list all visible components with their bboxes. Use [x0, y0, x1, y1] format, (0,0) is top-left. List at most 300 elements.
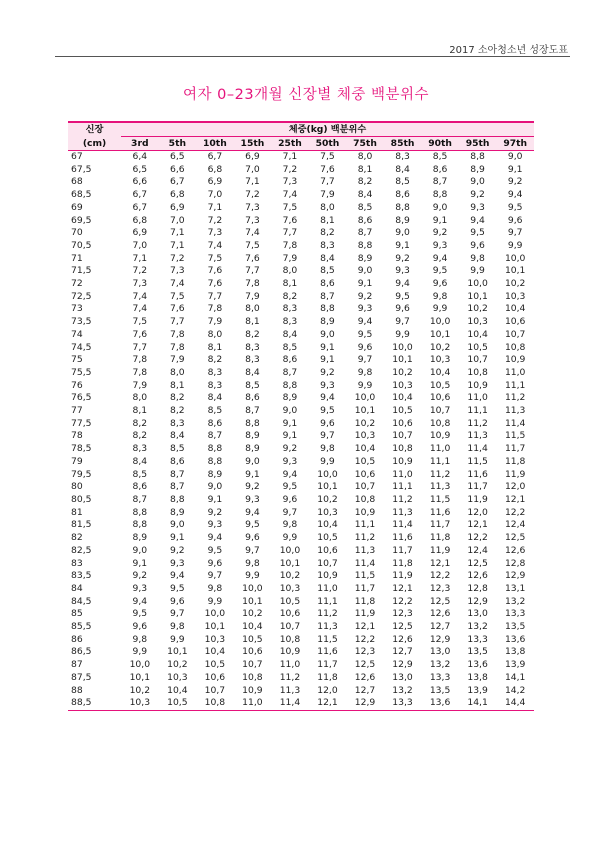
weight-cell: 9,8 [432, 290, 448, 302]
weight-cell: 6,8 [207, 163, 223, 175]
weight-cell: 9,2 [207, 506, 223, 518]
weight-cell: 10,9 [429, 430, 451, 442]
table-row [68, 303, 534, 316]
weight-cell: 10,5 [317, 532, 338, 544]
weight-cell: 9,3 [470, 201, 485, 213]
weight-cell: 13,3 [429, 671, 451, 683]
weight-cell: 7,6 [282, 214, 298, 226]
height-cell: 82,5 [71, 544, 92, 556]
weight-cell: 6,5 [132, 163, 148, 175]
weight-cell: 8,6 [357, 214, 373, 226]
weight-cell: 10,3 [204, 633, 226, 645]
weight-cell: 7,5 [320, 151, 335, 162]
weight-cell: 8,1 [245, 316, 260, 328]
weight-cell: 10,0 [467, 278, 488, 290]
weight-cell: 11,0 [317, 582, 338, 594]
weight-cell: 7,2 [170, 252, 185, 264]
weight-cell: 8,9 [470, 163, 485, 175]
weight-cell: 7,8 [170, 328, 185, 340]
height-cell: 86 [71, 633, 83, 645]
table-row [68, 278, 534, 291]
weight-cell: 13,2 [429, 659, 451, 671]
weight-cell: 12,1 [467, 519, 488, 531]
weight-cell: 12,9 [392, 659, 413, 671]
weight-cell: 7,9 [245, 290, 260, 302]
weight-cell: 11,1 [317, 595, 338, 607]
weight-cell: 9,3 [282, 455, 298, 467]
table-row [68, 697, 534, 710]
weight-cell: 10,8 [196, 697, 234, 710]
weight-cell: 8,2 [132, 430, 148, 442]
weight-cell: 8,0 [170, 366, 185, 378]
weight-cell: 12,6 [392, 633, 413, 645]
height-cell: 71,5 [71, 265, 92, 277]
table-row [68, 380, 534, 393]
weight-cell: 10,3 [121, 697, 159, 710]
weight-cell: 11,4 [392, 519, 413, 531]
weight-cell: 8,8 [320, 303, 335, 315]
weight-cell: 9,7 [320, 430, 335, 442]
height-cell: 82 [71, 532, 83, 544]
weight-cell: 11,1 [467, 405, 488, 417]
height-cell: 74 [71, 328, 83, 340]
weight-cell: 10,7 [467, 354, 488, 366]
percentile-header-50th: 50th [309, 137, 347, 151]
weight-cell: 8,6 [395, 189, 410, 201]
weight-cell: 13,9 [467, 684, 488, 696]
weight-cell: 7,3 [132, 278, 148, 290]
weight-cell: 9,5 [432, 265, 448, 277]
weight-cell: 11,7 [429, 519, 451, 531]
weight-cell: 10,8 [504, 341, 526, 353]
weight-cell: 9,0 [170, 519, 185, 531]
weight-cell: 8,9 [282, 392, 298, 404]
weight-cell: 10,5 [354, 455, 376, 467]
weight-cell: 10,7 [204, 684, 226, 696]
weight-cell: 9,0 [507, 151, 523, 162]
weight-cell: 9,2 [282, 443, 298, 455]
height-cell: 76 [71, 379, 83, 391]
weight-cell: 8,3 [170, 417, 185, 429]
weight-cell: 9,7 [170, 608, 185, 620]
weight-cell: 8,8 [245, 417, 260, 429]
weight-cell: 7,8 [132, 366, 148, 378]
weight-cell: 12,9 [467, 595, 488, 607]
table-row [68, 392, 534, 405]
height-cell: 79,5 [71, 468, 92, 480]
table-row [68, 240, 534, 253]
weight-cell: 9,1 [170, 532, 185, 544]
weight-cell: 9,2 [170, 544, 185, 556]
weight-cell: 10,5 [204, 659, 226, 671]
weight-cell: 9,9 [170, 633, 185, 645]
height-cell: 75,5 [71, 366, 92, 378]
weight-cell: 10,8 [354, 493, 376, 505]
weight-cell: 7,4 [132, 303, 148, 315]
weight-cell: 9,9 [245, 570, 260, 582]
weight-cell: 10,2 [467, 303, 488, 315]
weight-cell: 13,5 [504, 621, 526, 633]
weight-cell: 9,9 [320, 455, 335, 467]
weight-cell: 10,2 [392, 366, 413, 378]
height-cell: 69 [71, 201, 83, 213]
weight-for-length-table [68, 121, 534, 711]
weight-cell: 8,6 [320, 278, 335, 290]
weight-cell: 12,3 [429, 582, 451, 594]
weight-cell: 9,6 [170, 595, 185, 607]
weight-cell: 10,2 [317, 493, 338, 505]
weight-cell: 11,2 [504, 392, 526, 404]
weight-cell: 11,0 [429, 443, 451, 455]
weight-cell: 9,1 [357, 278, 373, 290]
weight-cell: 9,1 [132, 557, 148, 569]
weight-cell: 6,7 [170, 176, 185, 188]
weight-cell: 12,0 [467, 506, 488, 518]
weight-cell: 13,5 [429, 684, 451, 696]
weight-cell: 8,4 [245, 366, 260, 378]
weight-cell: 10,2 [129, 684, 151, 696]
weight-cell: 10,3 [467, 316, 488, 328]
weight-cell: 7,2 [282, 163, 298, 175]
table-row [68, 558, 534, 571]
table-row [68, 253, 534, 266]
weight-cell: 11,2 [467, 417, 488, 429]
weight-cell: 10,0 [392, 341, 413, 353]
weight-cell: 8,0 [132, 392, 148, 404]
table-row [68, 494, 534, 507]
weight-cell: 10,6 [279, 608, 301, 620]
weight-cell: 13,0 [392, 671, 413, 683]
weight-cell: 9,8 [170, 621, 185, 633]
weight-cell: 7,6 [320, 163, 335, 175]
height-cell: 81,5 [71, 519, 92, 531]
weight-cell: 8,2 [132, 417, 148, 429]
weight-cell: 6,5 [170, 151, 185, 162]
weight-cell: 8,1 [132, 405, 148, 417]
weight-cell: 9,0 [320, 328, 335, 340]
height-cell: 77,5 [71, 417, 92, 429]
table-row [68, 634, 534, 647]
height-cell: 86,5 [71, 646, 92, 658]
weight-cell: 9,4 [245, 506, 260, 518]
weight-cell: 8,9 [245, 430, 260, 442]
weight-cell: 9,8 [282, 519, 298, 531]
weight-cell: 6,7 [132, 201, 148, 213]
weight-cell: 8,4 [357, 189, 373, 201]
weight-cell: 10,5 [467, 341, 488, 353]
weight-cell: 8,6 [432, 163, 448, 175]
weight-cell: 9,1 [245, 468, 260, 480]
percentile-header-10th: 10th [196, 137, 234, 151]
weight-cell: 7,7 [207, 290, 223, 302]
weight-cell: 8,5 [320, 265, 335, 277]
weight-cell: 10,4 [204, 646, 226, 658]
weight-cell: 10,4 [504, 303, 526, 315]
weight-cell: 9,5 [507, 201, 523, 213]
table-row [68, 659, 534, 672]
weight-cell: 11,3 [467, 430, 488, 442]
weight-cell: 12,2 [504, 506, 526, 518]
weight-cell: 11,3 [429, 481, 451, 493]
height-cell: 76,5 [71, 392, 92, 404]
weight-cell: 6,9 [170, 201, 185, 213]
weight-cell: 12,5 [354, 659, 376, 671]
weight-cell: 12,5 [392, 621, 413, 633]
weight-cell: 10,9 [242, 684, 263, 696]
weight-cell: 8,3 [245, 354, 260, 366]
weight-cell: 8,1 [320, 214, 335, 226]
weight-cell: 12,2 [429, 570, 451, 582]
weight-cell: 7,2 [245, 189, 260, 201]
weight-cell: 7,5 [170, 290, 185, 302]
weight-cell: 7,2 [132, 265, 148, 277]
weight-cell: 12,9 [346, 697, 384, 710]
table-row [68, 316, 534, 329]
weight-cell: 10,4 [242, 621, 263, 633]
weight-cell: 9,0 [470, 176, 485, 188]
weight-cell: 8,8 [357, 239, 373, 251]
table-row [68, 405, 534, 418]
weight-cell: 9,0 [245, 455, 260, 467]
weight-cell: 13,0 [429, 646, 451, 658]
weight-cell: 8,7 [357, 227, 373, 239]
weight-cell: 12,7 [429, 621, 451, 633]
table-row [68, 430, 534, 443]
weight-cell: 10,3 [279, 582, 301, 594]
weight-cell: 12,5 [467, 557, 488, 569]
weight-cell: 8,7 [132, 493, 148, 505]
weight-cell: 10,5 [279, 595, 301, 607]
weight-cell: 7,7 [245, 265, 260, 277]
weight-cell: 8,8 [432, 189, 448, 201]
weight-cell: 11,9 [429, 544, 451, 556]
weight-cell: 10,9 [467, 379, 488, 391]
table-row [68, 583, 534, 596]
weight-cell: 9,7 [357, 354, 373, 366]
weight-cell: 11,3 [392, 506, 413, 518]
weight-cell: 9,6 [320, 417, 335, 429]
weight-cell: 9,1 [320, 341, 335, 353]
weight-cell: 8,7 [245, 405, 260, 417]
weight-cell: 11,0 [392, 468, 413, 480]
weight-cell: 11,7 [467, 481, 488, 493]
weight-cell: 13,0 [467, 608, 488, 620]
weight-cell: 7,5 [132, 316, 148, 328]
weight-cell: 6,4 [132, 151, 148, 162]
weight-cell: 10,0 [429, 316, 451, 328]
weight-cell: 9,4 [357, 316, 373, 328]
weight-cell: 10,1 [504, 265, 526, 277]
weight-cell: 7,0 [207, 189, 223, 201]
weight-cell: 9,5 [320, 405, 335, 417]
table-row [68, 532, 534, 545]
weight-cell: 9,8 [207, 582, 223, 594]
weight-cell: 7,1 [170, 239, 185, 251]
weight-cell: 9,2 [320, 366, 335, 378]
weight-cell: 8,0 [320, 201, 335, 213]
weight-cell: 13,2 [467, 621, 488, 633]
weight-cell: 8,2 [245, 328, 260, 340]
height-cell: 71 [71, 252, 83, 264]
weight-cell: 9,8 [357, 366, 373, 378]
weight-cell: 12,2 [467, 532, 488, 544]
weight-cell: 9,1 [320, 354, 335, 366]
table-row [68, 469, 534, 482]
weight-cell: 7,6 [207, 278, 223, 290]
weight-cell: 10,9 [504, 354, 526, 366]
weight-cell: 8,0 [245, 303, 260, 315]
weight-cell: 8,4 [132, 455, 148, 467]
weight-cell: 9,4 [132, 595, 148, 607]
weight-cell: 8,2 [170, 405, 185, 417]
weight-cell: 9,0 [282, 405, 298, 417]
weight-cell: 7,1 [245, 176, 260, 188]
weight-cell: 9,5 [395, 290, 410, 302]
weight-cell: 9,6 [470, 239, 485, 251]
percentile-header-95th: 95th [459, 137, 497, 151]
weight-cell: 12,6 [354, 671, 376, 683]
weight-cell: 11,5 [317, 633, 338, 645]
weight-cell: 11,1 [354, 519, 376, 531]
weight-cell: 8,1 [207, 341, 223, 353]
weight-cell: 13,6 [504, 633, 526, 645]
weight-cell: 9,9 [470, 265, 485, 277]
weight-cell: 10,3 [392, 379, 413, 391]
weight-cell: 10,0 [242, 582, 263, 594]
weight-cell: 9,9 [432, 303, 448, 315]
percentile-header-15th: 15th [234, 137, 272, 151]
weight-cell: 9,2 [132, 570, 148, 582]
weight-cell: 11,6 [429, 506, 451, 518]
weight-cell: 10,9 [354, 506, 376, 518]
weight-cell: 7,3 [207, 227, 223, 239]
weight-cell: 10,7 [279, 621, 301, 633]
weight-cell: 11,2 [279, 671, 301, 683]
weight-cell: 9,5 [357, 328, 373, 340]
weight-cell: 8,3 [132, 443, 148, 455]
weight-cell: 10,4 [392, 392, 413, 404]
weight-cell: 9,1 [395, 239, 410, 251]
weight-cell: 11,7 [354, 582, 376, 594]
weight-cell: 9,8 [320, 443, 335, 455]
weight-cell: 11,1 [429, 455, 451, 467]
table-row [68, 685, 534, 698]
table-row [68, 545, 534, 558]
weight-cell: 8,4 [395, 163, 410, 175]
weight-cell: 9,6 [132, 621, 148, 633]
weight-cell: 9,1 [282, 417, 298, 429]
weight-cell: 10,0 [504, 252, 526, 264]
weight-cell: 9,3 [245, 493, 260, 505]
weight-cell: 11,0 [467, 392, 488, 404]
weight-cell: 9,9 [507, 239, 523, 251]
weight-cell: 7,7 [282, 227, 298, 239]
height-cell: 88 [71, 684, 83, 696]
weight-cell: 6,9 [132, 227, 148, 239]
weight-cell: 10,7 [242, 659, 263, 671]
weight-cell: 7,5 [207, 252, 223, 264]
table-row [68, 215, 534, 228]
weight-cell: 9,6 [395, 303, 410, 315]
weight-cell: 11,6 [317, 646, 338, 658]
weight-cell: 9,4 [507, 189, 523, 201]
table-body [68, 151, 534, 711]
weight-cell: 8,9 [320, 316, 335, 328]
table-row [68, 608, 534, 621]
weight-cell: 7,4 [170, 278, 185, 290]
height-cell: 85 [71, 608, 83, 620]
weight-cell: 10,2 [167, 659, 188, 671]
table-row [68, 443, 534, 456]
weight-cell: 9,5 [282, 481, 298, 493]
weight-cell: 10,5 [159, 697, 197, 710]
weight-cell: 8,3 [207, 366, 223, 378]
height-cell: 80 [71, 481, 83, 493]
weight-cell: 11,4 [504, 417, 526, 429]
table-row [68, 418, 534, 431]
weight-cell: 7,8 [132, 354, 148, 366]
weight-cell: 8,9 [170, 506, 185, 518]
weight-cell: 10,7 [354, 481, 376, 493]
weight-cell: 12,2 [354, 633, 376, 645]
height-cell: 74,5 [71, 341, 92, 353]
table-row [68, 570, 534, 583]
height-cell: 81 [71, 506, 83, 518]
weight-cell: 10,8 [279, 633, 301, 645]
weight-cell: 9,3 [207, 519, 223, 531]
weight-cell: 9,3 [320, 379, 335, 391]
height-cell: 87 [71, 659, 83, 671]
weight-cell: 7,5 [245, 239, 260, 251]
percentile-header-5th: 5th [159, 137, 197, 151]
weight-cell: 10,4 [354, 443, 376, 455]
weight-cell: 7,6 [132, 328, 148, 340]
table-row [68, 164, 534, 177]
weight-cell: 8,5 [207, 405, 223, 417]
weight-cell: 13,2 [504, 595, 526, 607]
weight-cell: 9,0 [132, 544, 148, 556]
weight-cell: 13,3 [384, 697, 422, 710]
weight-cell: 8,8 [470, 151, 485, 162]
weight-cell: 9,0 [357, 265, 373, 277]
weight-cell: 7,3 [245, 214, 260, 226]
height-cell: 88,5 [68, 697, 121, 710]
weight-cell: 7,0 [170, 214, 185, 226]
height-cell: 84 [71, 582, 83, 594]
weight-cell: 9,9 [207, 595, 223, 607]
weight-cell: 10,8 [467, 366, 488, 378]
weight-cell: 9,2 [395, 252, 410, 264]
weight-cell: 8,4 [282, 328, 298, 340]
weight-cell: 9,3 [432, 239, 448, 251]
weight-cell: 10,3 [354, 430, 376, 442]
weight-cell: 12,5 [429, 595, 451, 607]
weight-cell: 7,4 [132, 290, 148, 302]
weight-cell: 8,5 [357, 201, 373, 213]
height-cell: 72,5 [71, 290, 92, 302]
weight-cell: 11,3 [279, 684, 301, 696]
table-row [68, 507, 534, 520]
weight-cell: 8,6 [170, 455, 185, 467]
weight-cell: 7,9 [132, 379, 148, 391]
weight-cell: 7,8 [170, 341, 185, 353]
table-row [68, 227, 534, 240]
weight-cell: 13,1 [504, 582, 526, 594]
table-row [68, 672, 534, 685]
weight-cell: 9,5 [170, 582, 185, 594]
weight-cell: 8,7 [320, 290, 335, 302]
weight-cell: 12,2 [392, 595, 413, 607]
